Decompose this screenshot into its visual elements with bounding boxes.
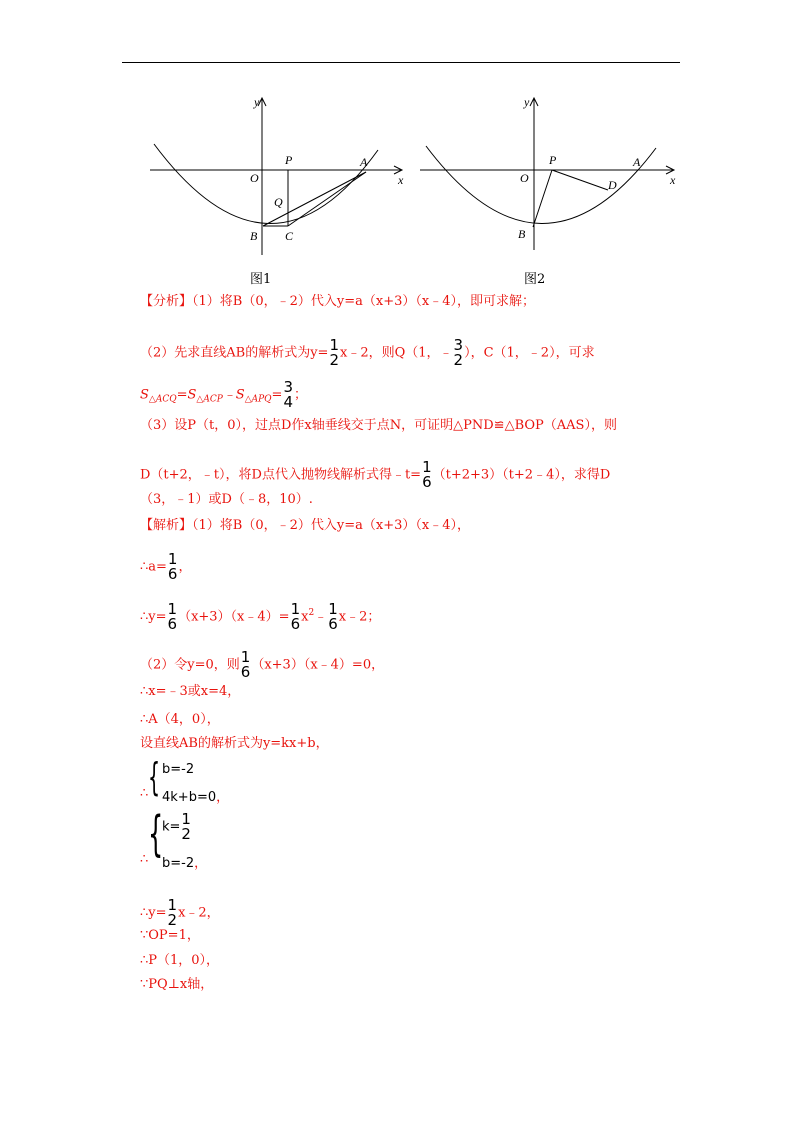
fraction: 3 4 xyxy=(283,378,293,411)
fraction: 3 2 xyxy=(453,336,464,369)
fraction: 1 2 xyxy=(167,896,178,929)
label-x: x xyxy=(398,173,404,187)
header-rule xyxy=(122,62,680,63)
label-d: D xyxy=(608,178,617,192)
solution-line-7: 设直线AB的解析式为y=kx+b， xyxy=(140,736,329,751)
analysis-tag: 【分析】 xyxy=(140,294,193,309)
equation-system-1: { b=-2 ∴ 4k+b=0， xyxy=(140,755,230,805)
line-ac xyxy=(288,172,366,226)
brace: { xyxy=(148,755,161,799)
solution-line-5: ∴x=﹣3或x=4， xyxy=(140,684,241,699)
fraction: 1 2 xyxy=(329,336,339,369)
label-b: B xyxy=(518,227,526,241)
label-y: y xyxy=(254,95,260,109)
analysis-line-2: （2）先求直线AB的解析式为y= 1 2 x﹣2，则Q（1，﹣ 3 2 ），C（1，﹣2），可求 xyxy=(140,336,595,369)
label-o: O xyxy=(250,171,259,185)
label-p: P xyxy=(285,153,293,167)
analysis-line-1: 【分析】（1）将B（0，﹣2）代入y=a（x+3）（x﹣4），即可求解； xyxy=(140,294,535,309)
solution-line-3: ∴y= 1 6 （x+3）（x﹣4）= 1 6 $x^2﹣$ 1 6 x﹣2； xyxy=(140,600,381,633)
fraction: 1 6 xyxy=(422,458,432,491)
parabola xyxy=(426,146,656,224)
figure-2-caption: 图2 xyxy=(524,272,546,287)
solution-line-4: （2）令y=0，则 1 6 （x+3）（x﹣4）=0， xyxy=(140,648,385,681)
fraction: 1 6 xyxy=(167,600,178,633)
solution-line-2: ∴a= 1 6 ， xyxy=(140,550,192,583)
label-y: y xyxy=(524,95,530,109)
fraction: 1 6 xyxy=(290,600,301,633)
figure-2-graph xyxy=(412,90,682,260)
label-o: O xyxy=(520,171,529,185)
figure-1-graph xyxy=(140,90,410,260)
fraction: 1 2 xyxy=(181,810,191,843)
solution-line-9: ∵OP=1， xyxy=(140,928,200,943)
label-q: Q xyxy=(274,195,283,209)
figure-1-caption: 图1 xyxy=(250,272,272,287)
analysis-line-3: $S_{\triangle ACQ}=S_{\triangle ACP}﹣S_{\triangle APQ}=$ 3 4 ； xyxy=(140,378,308,411)
line-bp xyxy=(533,170,552,227)
fraction: 1 6 xyxy=(328,600,338,633)
label-b: B xyxy=(250,229,258,243)
solution-line-10: ∴P（1，0）， xyxy=(140,953,220,968)
label-a: A xyxy=(360,155,368,169)
solution-line-6: ∴A（4，0）， xyxy=(140,712,220,727)
label-x: x xyxy=(670,173,676,187)
analysis-line-4: （3）设P（t，0），过点D作x轴垂线交于点N，可证明△PND≌△BOP（AAS），则 xyxy=(140,418,617,433)
label-a: A xyxy=(633,155,641,169)
brace: { xyxy=(148,806,164,862)
figure-2 xyxy=(412,90,682,260)
fraction: 1 6 xyxy=(240,648,251,681)
label-c: C xyxy=(285,229,294,243)
analysis-line-6: （3，﹣1）或D（﹣8，10）. xyxy=(140,492,313,507)
solution-tag: 【解析】 xyxy=(140,518,193,533)
figure-1 xyxy=(140,90,410,260)
equation-system-2: { k= 1 2 ∴ b=-2， xyxy=(140,806,208,871)
analysis-line-5: D（t+2，﹣t），将D点代入抛物线解析式得﹣t= 1 6 （t+2+3）（t+2﹣4），求得D xyxy=(140,458,611,491)
label-p: P xyxy=(549,153,557,167)
fraction: 1 6 xyxy=(167,550,178,583)
solution-line-8: ∴y= 1 2 x﹣2， xyxy=(140,896,220,929)
line-pd xyxy=(552,170,608,190)
solution-line-11: ∵PQ⊥x轴， xyxy=(140,977,214,992)
solution-line-1: 【解析】（1）将B（0，﹣2）代入y=a（x+3）（x﹣4）， xyxy=(140,518,470,533)
